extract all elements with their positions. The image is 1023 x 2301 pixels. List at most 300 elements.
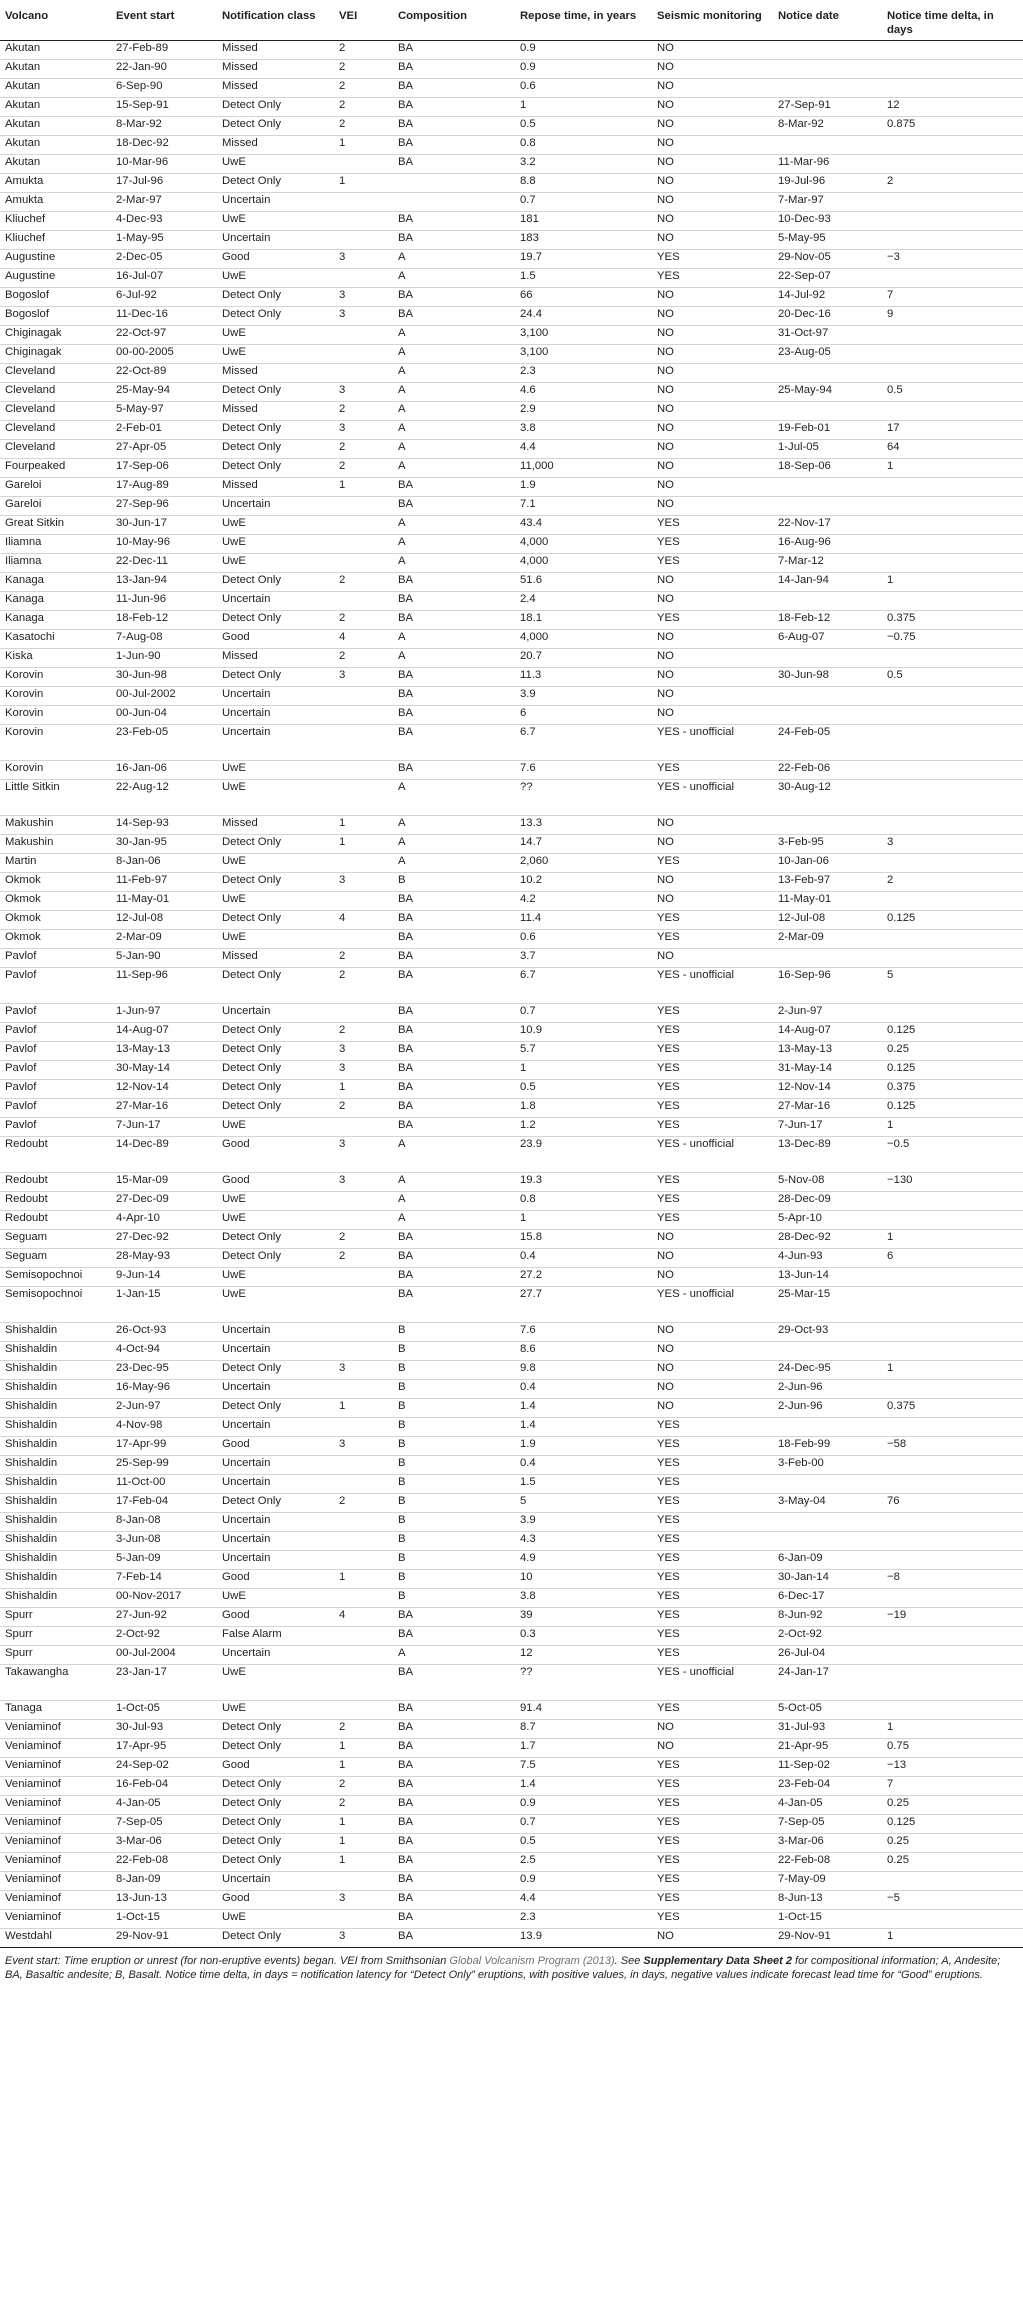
cell-event-start: 22-Oct-89 (111, 363, 217, 382)
cell-composition: BA (393, 1098, 515, 1117)
cell-vei (334, 496, 393, 515)
cell-volcano: Makushin (0, 834, 111, 853)
table-row (0, 1738, 1023, 1757)
table-row (0, 1776, 1023, 1795)
cell-notice-date: 2-Jun-96 (773, 1379, 882, 1398)
cell-repose-time: 0.8 (515, 135, 652, 154)
cell-notice-date: 13-Feb-97 (773, 872, 882, 891)
cell-volcano: Veniaminof (0, 1814, 111, 1833)
cell-repose-time: 6 (515, 705, 652, 724)
cell-event-start: 24-Sep-02 (111, 1757, 217, 1776)
cell-volcano: Shishaldin (0, 1531, 111, 1550)
cell-event-start: 11-Jun-96 (111, 591, 217, 610)
cell-vei (334, 1341, 393, 1360)
cell-repose-time: 18.1 (515, 610, 652, 629)
cell-event-start: 25-Sep-99 (111, 1455, 217, 1474)
cell-volcano: Kanaga (0, 610, 111, 629)
cell-vei: 2 (334, 116, 393, 135)
cell-notification-class: Good (217, 1607, 334, 1626)
cell-event-start: 3-Mar-06 (111, 1833, 217, 1852)
cell-composition: BA (393, 1700, 515, 1719)
cell-vei (334, 1417, 393, 1436)
cell-vei (334, 1267, 393, 1286)
cell-repose-time: 1 (515, 1060, 652, 1079)
cell-repose-time: 27.7 (515, 1286, 652, 1322)
cell-volcano: Korovin (0, 705, 111, 724)
table-row (0, 287, 1023, 306)
cell-composition: A (393, 1645, 515, 1664)
cell-notification-class: Detect Only (217, 1795, 334, 1814)
cell-vei: 2 (334, 1776, 393, 1795)
cell-volcano: Kiska (0, 648, 111, 667)
cell-event-start: 30-Jun-17 (111, 515, 217, 534)
cell-volcano: Kanaga (0, 572, 111, 591)
cell-repose-time: 1.7 (515, 1738, 652, 1757)
cell-event-start: 23-Jan-17 (111, 1664, 217, 1700)
cell-notice-date: 13-May-13 (773, 1041, 882, 1060)
cell-composition: BA (393, 1117, 515, 1136)
table-row (0, 629, 1023, 648)
cell-notification-class: Uncertain (217, 705, 334, 724)
table-row (0, 420, 1023, 439)
cell-repose-time: 4,000 (515, 534, 652, 553)
cell-seismic-monitoring: NO (652, 401, 773, 420)
cell-vei (334, 1379, 393, 1398)
table-row (0, 325, 1023, 344)
cell-event-start: 3-Jun-08 (111, 1531, 217, 1550)
cell-notice-date: 1-Jul-05 (773, 439, 882, 458)
cell-seismic-monitoring: YES (652, 1022, 773, 1041)
cell-notice-date: 30-Jun-98 (773, 667, 882, 686)
cell-repose-time: 6.7 (515, 967, 652, 1003)
cell-event-start: 16-May-96 (111, 1379, 217, 1398)
cell-event-start: 25-May-94 (111, 382, 217, 401)
cell-notice-date: 11-Sep-02 (773, 1757, 882, 1776)
cell-repose-time: 0.6 (515, 78, 652, 97)
cell-volcano: Augustine (0, 249, 111, 268)
cell-repose-time: ?? (515, 1664, 652, 1700)
cell-composition: BA (393, 1814, 515, 1833)
cell-repose-time: 0.7 (515, 1003, 652, 1022)
cell-event-start: 6-Jul-92 (111, 287, 217, 306)
cell-composition: BA (393, 1928, 515, 1947)
cell-repose-time: 1.9 (515, 477, 652, 496)
cell-notice-date: 26-Jul-04 (773, 1645, 882, 1664)
cell-repose-time: 19.3 (515, 1172, 652, 1191)
cell-repose-time: 0.4 (515, 1379, 652, 1398)
cell-notice-date (773, 1417, 882, 1436)
cell-notice-time-delta: 0.125 (882, 1022, 1023, 1041)
cell-vei: 2 (334, 40, 393, 59)
cell-notice-time-delta (882, 534, 1023, 553)
cell-repose-time: 2.4 (515, 591, 652, 610)
cell-notice-time-delta (882, 1531, 1023, 1550)
cell-repose-time: 7.6 (515, 1322, 652, 1341)
cell-repose-time: 2.3 (515, 363, 652, 382)
cell-notice-time-delta: 1 (882, 1719, 1023, 1738)
cell-notice-date (773, 686, 882, 705)
cell-composition: B (393, 1569, 515, 1588)
cell-volcano: Redoubt (0, 1136, 111, 1172)
cell-repose-time: 0.5 (515, 1833, 652, 1852)
table-row (0, 116, 1023, 135)
cell-composition: BA (393, 477, 515, 496)
cell-notification-class: Uncertain (217, 192, 334, 211)
cell-repose-time: 4.6 (515, 382, 652, 401)
cell-notice-time-delta: −3 (882, 249, 1023, 268)
table-row (0, 363, 1023, 382)
table-row (0, 268, 1023, 287)
cell-event-start: 28-May-93 (111, 1248, 217, 1267)
cell-repose-time: 2.5 (515, 1852, 652, 1871)
table-row (0, 1379, 1023, 1398)
cell-notice-time-delta (882, 192, 1023, 211)
cell-notice-date: 13-Jun-14 (773, 1267, 882, 1286)
cell-repose-time: 1.5 (515, 268, 652, 287)
cell-volcano: Redoubt (0, 1172, 111, 1191)
table-row (0, 1060, 1023, 1079)
cell-composition: BA (393, 1267, 515, 1286)
cell-notice-date: 29-Nov-91 (773, 1928, 882, 1947)
cell-event-start: 17-Sep-06 (111, 458, 217, 477)
cell-notification-class: Uncertain (217, 1341, 334, 1360)
cell-seismic-monitoring: YES - unofficial (652, 967, 773, 1003)
cell-repose-time: 3.7 (515, 948, 652, 967)
cell-notification-class: Detect Only (217, 1398, 334, 1417)
cell-volcano: Shishaldin (0, 1360, 111, 1379)
cell-seismic-monitoring: NO (652, 891, 773, 910)
cell-notice-time-delta (882, 686, 1023, 705)
cell-repose-time: 0.6 (515, 929, 652, 948)
cell-notice-time-delta: 17 (882, 420, 1023, 439)
cell-event-start: 6-Sep-90 (111, 78, 217, 97)
cell-notification-class: Detect Only (217, 439, 334, 458)
cell-event-start: 11-Feb-97 (111, 872, 217, 891)
cell-seismic-monitoring: YES (652, 1833, 773, 1852)
cell-vei (334, 268, 393, 287)
cell-volcano: Shishaldin (0, 1474, 111, 1493)
cell-seismic-monitoring: NO (652, 306, 773, 325)
cell-volcano: Gareloi (0, 477, 111, 496)
cell-notice-time-delta: 7 (882, 1776, 1023, 1795)
cell-notice-time-delta (882, 553, 1023, 572)
cell-notification-class: Missed (217, 59, 334, 78)
cell-event-start: 2-Oct-92 (111, 1626, 217, 1645)
cell-composition: BA (393, 1890, 515, 1909)
cell-vei: 3 (334, 872, 393, 891)
cell-event-start: 27-Mar-16 (111, 1098, 217, 1117)
cell-event-start: 10-Mar-96 (111, 154, 217, 173)
cell-seismic-monitoring: NO (652, 458, 773, 477)
footnote-text: . See (614, 1954, 644, 1967)
cell-repose-time: 43.4 (515, 515, 652, 534)
cell-notice-time-delta: −0.75 (882, 629, 1023, 648)
cell-seismic-monitoring: YES (652, 1645, 773, 1664)
cell-notice-time-delta: 2 (882, 872, 1023, 891)
cell-composition: BA (393, 591, 515, 610)
cell-notice-time-delta: 0.375 (882, 1398, 1023, 1417)
cell-volcano: Cleveland (0, 382, 111, 401)
cell-vei: 3 (334, 1360, 393, 1379)
table-row (0, 929, 1023, 948)
cell-notification-class: Detect Only (217, 1360, 334, 1379)
cell-seismic-monitoring: NO (652, 230, 773, 249)
table-row (0, 705, 1023, 724)
cell-notice-date: 1-Oct-15 (773, 1909, 882, 1928)
cell-volcano: Iliamna (0, 553, 111, 572)
cell-notice-time-delta: 0.125 (882, 910, 1023, 929)
cell-seismic-monitoring: YES (652, 1607, 773, 1626)
cell-repose-time: 0.9 (515, 40, 652, 59)
cell-notification-class: Uncertain (217, 1474, 334, 1493)
cell-vei: 1 (334, 1738, 393, 1757)
header-vei: VEI (334, 0, 393, 40)
cell-repose-time: 1 (515, 1210, 652, 1229)
cell-event-start: 1-Jun-97 (111, 1003, 217, 1022)
cell-seismic-monitoring: YES (652, 1890, 773, 1909)
table-row (0, 173, 1023, 192)
cell-seismic-monitoring: YES (652, 1493, 773, 1512)
cell-composition: B (393, 1360, 515, 1379)
cell-vei: 2 (334, 967, 393, 1003)
cell-notification-class: Detect Only (217, 116, 334, 135)
table-row (0, 477, 1023, 496)
cell-seismic-monitoring: NO (652, 97, 773, 116)
cell-notification-class: UwE (217, 760, 334, 779)
cell-volcano: Korovin (0, 686, 111, 705)
cell-composition: BA (393, 306, 515, 325)
cell-event-start: 2-Dec-05 (111, 249, 217, 268)
cell-seismic-monitoring: YES - unofficial (652, 724, 773, 760)
cell-vei: 2 (334, 439, 393, 458)
cell-seismic-monitoring: YES (652, 853, 773, 872)
cell-repose-time: 10.9 (515, 1022, 652, 1041)
cell-notice-date: 27-Sep-91 (773, 97, 882, 116)
cell-notice-time-delta (882, 724, 1023, 760)
cell-composition: BA (393, 1776, 515, 1795)
cell-seismic-monitoring: NO (652, 1360, 773, 1379)
cell-seismic-monitoring: NO (652, 815, 773, 834)
table-row (0, 815, 1023, 834)
cell-composition: BA (393, 967, 515, 1003)
cell-volcano: Shishaldin (0, 1588, 111, 1607)
cell-composition: BA (393, 1607, 515, 1626)
cell-volcano: Makushin (0, 815, 111, 834)
cell-notice-date: 6-Aug-07 (773, 629, 882, 648)
cell-notice-date: 4-Jan-05 (773, 1795, 882, 1814)
cell-volcano: Kanaga (0, 591, 111, 610)
table-row (0, 1664, 1023, 1700)
cell-event-start: 16-Jul-07 (111, 268, 217, 287)
cell-repose-time: 7.6 (515, 760, 652, 779)
cell-seismic-monitoring: NO (652, 287, 773, 306)
cell-notice-date: 4-Jun-93 (773, 1248, 882, 1267)
cell-notification-class: Detect Only (217, 420, 334, 439)
cell-composition: B (393, 1436, 515, 1455)
cell-notice-date: 10-Jan-06 (773, 853, 882, 872)
table-row (0, 439, 1023, 458)
cell-composition: B (393, 1550, 515, 1569)
cell-vei: 3 (334, 249, 393, 268)
cell-composition: A (393, 1136, 515, 1172)
cell-notification-class: UwE (217, 891, 334, 910)
table-row (0, 724, 1023, 760)
cell-composition: B (393, 1398, 515, 1417)
cell-volcano: Akutan (0, 116, 111, 135)
table-row (0, 515, 1023, 534)
cell-repose-time: 3,100 (515, 344, 652, 363)
cell-volcano: Veniaminof (0, 1757, 111, 1776)
table-row (0, 496, 1023, 515)
cell-notice-time-delta: 6 (882, 1248, 1023, 1267)
cell-notification-class: Detect Only (217, 610, 334, 629)
table-row (0, 1493, 1023, 1512)
cell-vei (334, 1531, 393, 1550)
table-footnote (0, 1948, 1023, 1982)
table-row (0, 591, 1023, 610)
cell-repose-time: ?? (515, 779, 652, 815)
cell-notice-date: 5-Oct-05 (773, 1700, 882, 1719)
cell-vei (334, 853, 393, 872)
cell-repose-time: 39 (515, 1607, 652, 1626)
cell-event-start: 17-Apr-95 (111, 1738, 217, 1757)
cell-notice-time-delta: 12 (882, 97, 1023, 116)
cell-volcano: Semisopochnoi (0, 1267, 111, 1286)
cell-notice-time-delta: −58 (882, 1436, 1023, 1455)
cell-event-start: 14-Sep-93 (111, 815, 217, 834)
cell-notice-time-delta (882, 929, 1023, 948)
cell-notice-time-delta: 0.125 (882, 1814, 1023, 1833)
cell-event-start: 30-Jul-93 (111, 1719, 217, 1738)
cell-event-start: 30-Jun-98 (111, 667, 217, 686)
cell-notice-time-delta (882, 515, 1023, 534)
cell-composition: B (393, 1531, 515, 1550)
table-row (0, 59, 1023, 78)
cell-repose-time: 4,000 (515, 629, 652, 648)
cell-volcano: Gareloi (0, 496, 111, 515)
cell-seismic-monitoring: NO (652, 1229, 773, 1248)
cell-notice-time-delta (882, 853, 1023, 872)
cell-seismic-monitoring: YES (652, 1098, 773, 1117)
cell-notice-time-delta (882, 230, 1023, 249)
cell-seismic-monitoring: NO (652, 496, 773, 515)
table-row (0, 1041, 1023, 1060)
cell-repose-time: 0.9 (515, 59, 652, 78)
cell-repose-time: 3.2 (515, 154, 652, 173)
table-row (0, 1928, 1023, 1947)
cell-notice-date (773, 59, 882, 78)
cell-vei (334, 1191, 393, 1210)
cell-notification-class: UwE (217, 1191, 334, 1210)
cell-event-start: 4-Dec-93 (111, 211, 217, 230)
cell-seismic-monitoring: YES (652, 910, 773, 929)
cell-notification-class: Detect Only (217, 1852, 334, 1871)
cell-composition: B (393, 1417, 515, 1436)
table-row (0, 1191, 1023, 1210)
cell-seismic-monitoring: YES (652, 553, 773, 572)
cell-volcano: Spurr (0, 1645, 111, 1664)
cell-volcano: Redoubt (0, 1210, 111, 1229)
cell-volcano: Bogoslof (0, 287, 111, 306)
cell-event-start: 4-Jan-05 (111, 1795, 217, 1814)
cell-notice-date: 8-Mar-92 (773, 116, 882, 135)
cell-vei (334, 1455, 393, 1474)
cell-composition: BA (393, 496, 515, 515)
cell-composition: BA (393, 1909, 515, 1928)
cell-volcano: Shishaldin (0, 1398, 111, 1417)
cell-vei: 3 (334, 420, 393, 439)
cell-seismic-monitoring: YES (652, 1210, 773, 1229)
table-row (0, 667, 1023, 686)
cell-vei (334, 1286, 393, 1322)
cell-vei: 2 (334, 610, 393, 629)
cell-notification-class: Uncertain (217, 1550, 334, 1569)
cell-event-start: 14-Aug-07 (111, 1022, 217, 1041)
cell-seismic-monitoring: YES (652, 1531, 773, 1550)
cell-composition: B (393, 1493, 515, 1512)
cell-notice-time-delta (882, 948, 1023, 967)
cell-notice-time-delta (882, 1379, 1023, 1398)
cell-repose-time: 4.2 (515, 891, 652, 910)
table-row (0, 779, 1023, 815)
cell-seismic-monitoring: YES (652, 1776, 773, 1795)
cell-notice-date: 7-Sep-05 (773, 1814, 882, 1833)
cell-event-start: 00-Jun-04 (111, 705, 217, 724)
cell-vei: 2 (334, 1022, 393, 1041)
cell-vei: 2 (334, 572, 393, 591)
cell-volcano: Fourpeaked (0, 458, 111, 477)
cell-event-start: 2-Mar-09 (111, 929, 217, 948)
cell-composition: BA (393, 97, 515, 116)
cell-notice-date: 6-Dec-17 (773, 1588, 882, 1607)
cell-volcano: Korovin (0, 760, 111, 779)
cell-repose-time: 1.4 (515, 1417, 652, 1436)
cell-volcano: Pavlof (0, 1098, 111, 1117)
cell-notice-time-delta: 0.5 (882, 382, 1023, 401)
cell-notification-class: UwE (217, 1210, 334, 1229)
cell-vei (334, 705, 393, 724)
cell-notification-class: Good (217, 1569, 334, 1588)
cell-vei (334, 1588, 393, 1607)
cell-composition: BA (393, 910, 515, 929)
table-row (0, 1248, 1023, 1267)
cell-notification-class: Uncertain (217, 724, 334, 760)
cell-repose-time: 5 (515, 1493, 652, 1512)
table-row (0, 249, 1023, 268)
cell-notice-date: 23-Feb-04 (773, 1776, 882, 1795)
cell-repose-time: 14.7 (515, 834, 652, 853)
cell-seismic-monitoring: YES (652, 1795, 773, 1814)
table-body (0, 40, 1023, 1947)
cell-repose-time: 0.9 (515, 1795, 652, 1814)
cell-notification-class: Detect Only (217, 1928, 334, 1947)
cell-notice-time-delta (882, 59, 1023, 78)
footnote-link[interactable]: Global Volcanism Program (2013) (449, 1954, 615, 1967)
cell-repose-time: 3,100 (515, 325, 652, 344)
cell-notice-time-delta: 1 (882, 1117, 1023, 1136)
cell-composition: BA (393, 116, 515, 135)
cell-notification-class: False Alarm (217, 1626, 334, 1645)
table-row (0, 891, 1023, 910)
cell-composition: BA (393, 1079, 515, 1098)
cell-seismic-monitoring: NO (652, 629, 773, 648)
cell-seismic-monitoring: NO (652, 1738, 773, 1757)
cell-repose-time: 7.1 (515, 496, 652, 515)
cell-notice-time-delta (882, 1417, 1023, 1436)
cell-volcano: Chiginagak (0, 325, 111, 344)
cell-notice-time-delta: 2 (882, 173, 1023, 192)
cell-vei (334, 1664, 393, 1700)
